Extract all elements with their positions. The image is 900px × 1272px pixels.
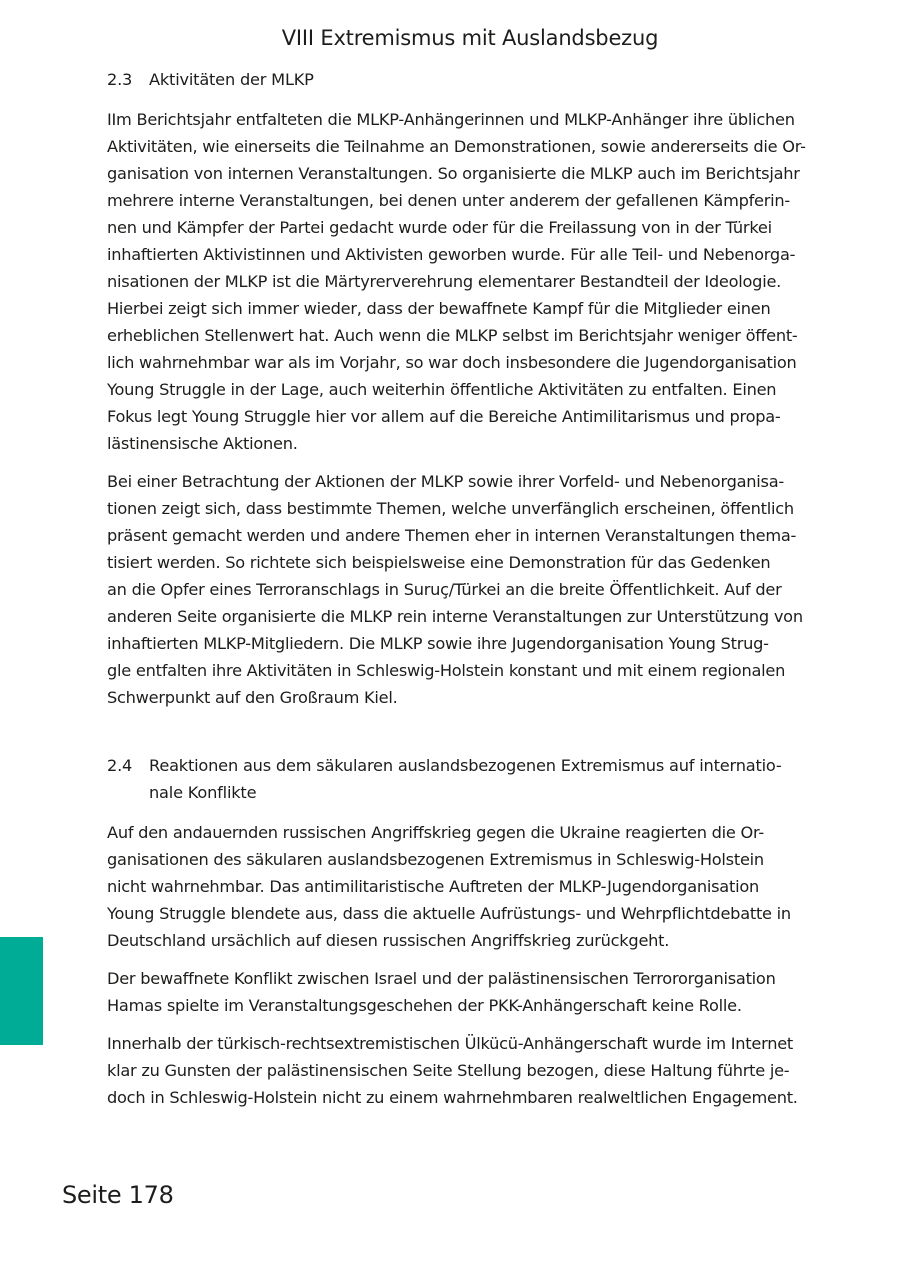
- text-line: Hamas spielte im Veranstaltungsgeschehen der PKK-Anhängerschaft keine Rolle.: [107, 996, 742, 1015]
- paragraph-mlkp-actions: [107, 468, 834, 711]
- text-line: inhaftierten MLKP-Mitgliedern. Die MLKP sowie ihre Jugendorganisation Young Strug-: [107, 634, 769, 653]
- text-line: klar zu Gunsten der palästinensischen Seite Stellung bezogen, diese Haltung führte je-: [107, 1061, 790, 1080]
- section-spacer: [107, 722, 834, 752]
- paragraph-ukraine-war: [107, 819, 834, 954]
- section-heading-2-3: [107, 66, 834, 93]
- text-line: anderen Seite organisierte die MLKP rein interne Veranstaltungen zur Unterstützung von: [107, 607, 803, 626]
- paragraph-israel-hamas: [107, 965, 834, 1019]
- text-line: präsent gemacht werden und andere Themen eher in internen Veranstaltungen thema-: [107, 526, 797, 545]
- text-line: lästinensische Aktionen.: [107, 434, 298, 453]
- paragraph-mlkp-activities: [107, 106, 834, 457]
- section-title: [149, 66, 834, 93]
- text-line: Aktivitäten, wie einerseits die Teilnahme an Demonstrationen, sowie andererseits die Or-: [107, 137, 806, 156]
- section-number: 2.4: [107, 756, 133, 775]
- text-line: mehrere interne Veranstaltungen, bei denen unter anderem der gefallenen Kämpferin-: [107, 191, 791, 210]
- paragraph-uelkuecue: [107, 1030, 834, 1111]
- section-title: [149, 752, 834, 806]
- text-line: Young Struggle blendete aus, dass die aktuelle Aufrüstungs- und Wehrpflichtdebatte in: [107, 904, 791, 923]
- section-title-line: Reaktionen aus dem säkularen auslandsbezogenen Extremismus auf internatio-: [149, 756, 782, 775]
- text-line: Young Struggle in der Lage, auch weiterhin öffentliche Aktivitäten zu entfalten. Einen: [107, 380, 777, 399]
- chapter-side-tab: [0, 937, 43, 1045]
- text-line: Auf den andauernden russischen Angriffskrieg gegen die Ukraine reagierten die Or-: [107, 823, 764, 842]
- text-line: ganisationen des säkularen auslandsbezogenen Extremismus in Schleswig-Holstein: [107, 850, 764, 869]
- text-line: Deutschland ursächlich auf diesen russischen Angriffskrieg zurückgeht.: [107, 931, 670, 950]
- text-line: nicht wahrnehmbar. Das antimilitaristische Auftreten der MLKP-Jugendorganisation: [107, 877, 759, 896]
- text-line: Der bewaffnete Konflikt zwischen Israel und der palästinensischen Terrororganisation: [107, 969, 776, 988]
- text-line: ganisation von internen Veranstaltungen. So organisierte die MLKP auch im Berichtsjahr: [107, 164, 800, 183]
- text-line: tionen zeigt sich, dass bestimmte Themen, welche unverfänglich erscheinen, öffentlich: [107, 499, 794, 518]
- text-line: lich wahrnehmbar war als im Vorjahr, so war doch insbesondere die Jugendorganisation: [107, 353, 797, 372]
- text-line: Bei einer Betrachtung der Aktionen der MLKP sowie ihrer Vorfeld- und Nebenorganisa-: [107, 472, 784, 491]
- text-line: Innerhalb der türkisch-rechtsextremistischen Ülkücü-Anhängerschaft wurde im Internet: [107, 1034, 794, 1053]
- text-line: gle entfalten ihre Aktivitäten in Schleswig-Holstein konstant und mit einem regionalen: [107, 661, 786, 680]
- section-title-line: Aktivitäten der MLKP: [149, 70, 314, 89]
- text-line: inhaftierten Aktivistinnen und Aktivisten geworben wurde. Für alle Teil- und Nebenorga-: [107, 245, 796, 264]
- section-number: 2.3: [107, 70, 133, 89]
- page-number: Seite 178: [62, 1181, 174, 1209]
- text-line: Hierbei zeigt sich immer wieder, dass der bewaffnete Kampf für die Mitglieder einen: [107, 299, 771, 318]
- text-line: erheblichen Stellenwert hat. Auch wenn die MLKP selbst im Berichtsjahr weniger öffent-: [107, 326, 798, 345]
- text-line: Fokus legt Young Struggle hier vor allem auf die Bereiche Antimilitarismus und propa-: [107, 407, 781, 426]
- page-content: [107, 66, 834, 1122]
- section-title-line: nale Konflikte: [149, 783, 257, 802]
- text-line: an die Opfer eines Terroranschlags in Suruç/Türkei an die breite Öffentlichkeit. Auf der: [107, 580, 782, 599]
- text-line: nisationen der MLKP ist die Märtyrerverehrung elementarer Bestandteil der Ideologie.: [107, 272, 782, 291]
- text-line: Schwerpunkt auf den Großraum Kiel.: [107, 688, 398, 707]
- text-line: IIm Berichtsjahr entfalteten die MLKP-Anhängerinnen und MLKP-Anhänger ihre üblichen: [107, 110, 795, 129]
- text-line: tisiert werden. So richtete sich beispielsweise eine Demonstration für das Gedenken: [107, 553, 771, 572]
- section-heading-2-4: [107, 752, 834, 806]
- text-line: doch in Schleswig-Holstein nicht zu einem wahrnehmbaren realweltlichen Engagement.: [107, 1088, 798, 1107]
- running-header: VIII Extremismus mit Auslandsbezug: [281, 26, 659, 50]
- text-line: nen und Kämpfer der Partei gedacht wurde oder für die Freilassung von in der Türkei: [107, 218, 772, 237]
